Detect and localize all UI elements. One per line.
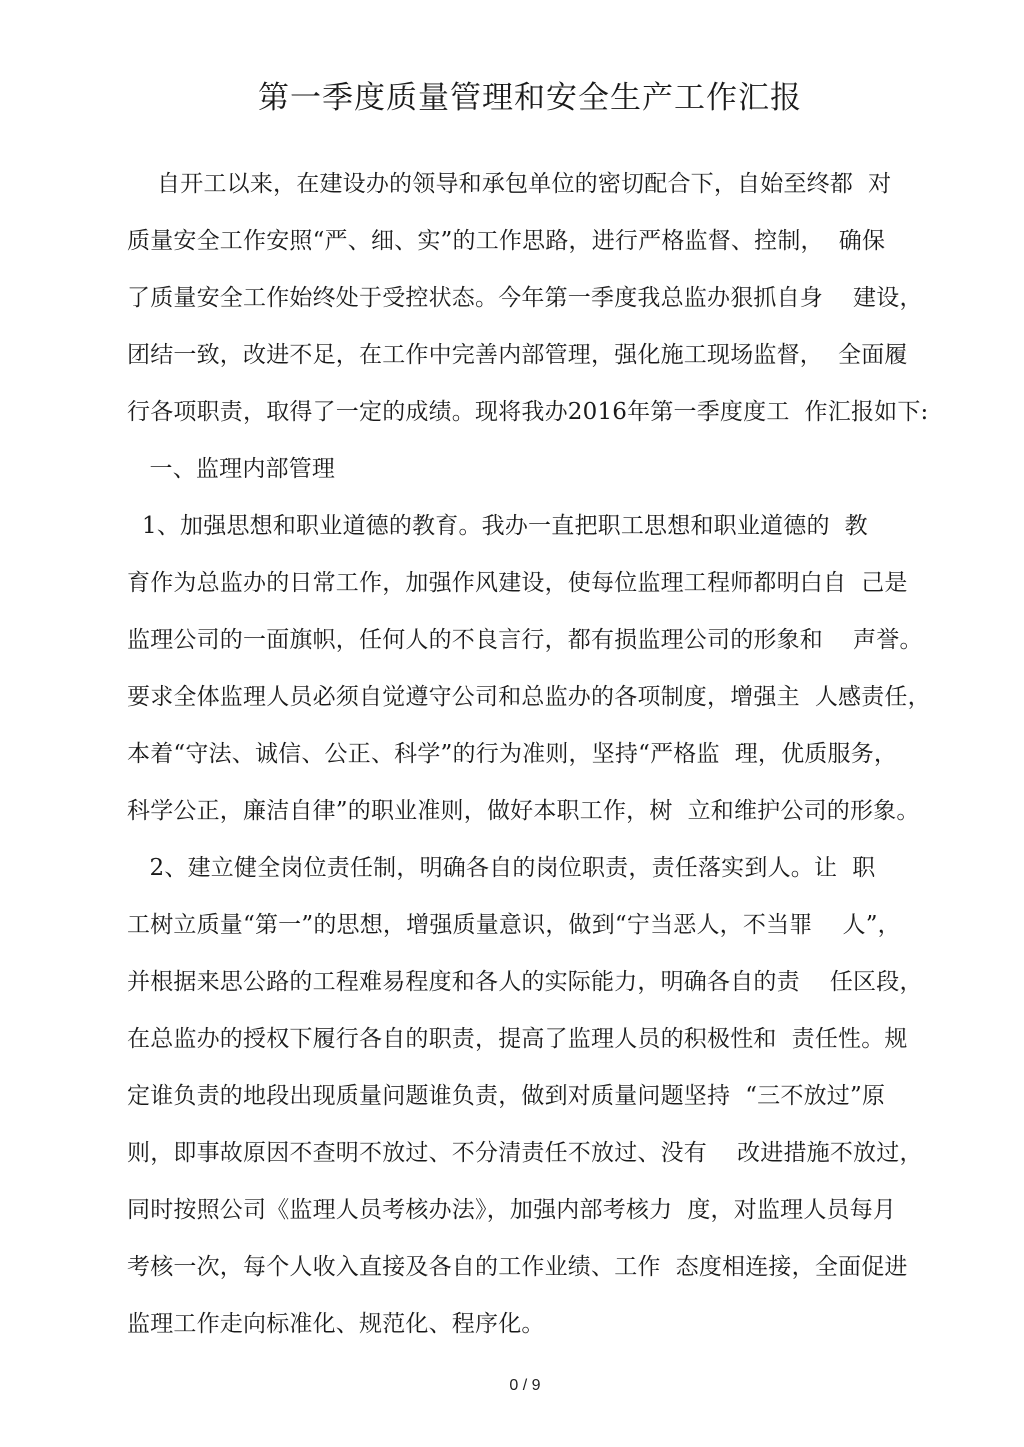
body-line: 团结一致，改进不足，在工作中完善内部管理，强化施工现场监督， 全面履 <box>127 342 908 368</box>
body-line: 质量安全工作安照“严、细、实”的工作思路，进行严格监督、控制， 确保 <box>127 228 886 254</box>
body-line: 则，即事故原因不查明不放过、不分清责任不放过、没有 改进措施不放过， <box>127 1140 923 1166</box>
body-line: 2、建立健全岗位责任制，明确各自的岗位职责，责任落实到人。让 职 <box>127 855 876 881</box>
body-line: 工树立质量“第一”的思想，增强质量意识，做到“宁当恶人，不当罪 人”， <box>127 912 901 938</box>
body-line: 科学公正，廉洁自律”的职业准则，做好本职工作，树 立和维护公司的形象。 <box>127 798 920 824</box>
body-line: 要求全体监理人员必须自觉遵守公司和总监办的各项制度，增强主 人感责任， <box>127 684 931 710</box>
body-line: 本着“守法、诚信、公正、科学”的行为准则，坚持“严格监 理，优质服务， <box>127 741 898 767</box>
body-line: 了质量安全工作始终处于受控状态。今年第一季度我总监办狠抓自身 建设， <box>127 285 923 311</box>
section-heading: 一、监理内部管理 <box>127 456 336 482</box>
body-line: 并根据来思公路的工程难易程度和各人的实际能力，明确各自的责 任区段， <box>127 969 923 995</box>
document-title: 第一季度质量管理和安全生产工作汇报 <box>258 80 802 116</box>
body-line: 监理公司的一面旗帜，任何人的不良言行，都有损监理公司的形象和 声誉。 <box>127 627 923 653</box>
body-line: 在总监办的授权下履行各自的职责，提高了监理人员的积极性和 责任性。规 <box>127 1026 908 1052</box>
page-indicator: 0 / 9 <box>509 1377 541 1394</box>
body-line: 自开工以来，在建设办的领导和承包单位的密切配合下，自始至终都 对 <box>127 171 892 197</box>
body-line: 考核一次，每个人收入直接及各自的工作业绩、工作 态度相连接，全面促进 <box>127 1254 908 1280</box>
body-line: 1、加强思想和职业道德的教育。我办一直把职工思想和职业道德的 教 <box>127 513 868 539</box>
body-line: 定谁负责的地段出现质量问题谁负责，做到对质量问题坚持 “三不放过”原 <box>127 1083 886 1109</box>
body-line: 育作为总监办的日常工作，加强作风建设，使每位监理工程师都明白自 己是 <box>127 570 908 596</box>
body-line: 监理工作走向标准化、规范化、程序化。 <box>127 1311 545 1337</box>
body-line: 行各项职责，取得了一定的成绩。现将我办2016年第一季度度工 作汇报如下: <box>127 399 929 425</box>
body-line: 同时按照公司《监理人员考核办法》，加强内部考核力 度，对监理人员每月 <box>127 1197 897 1223</box>
